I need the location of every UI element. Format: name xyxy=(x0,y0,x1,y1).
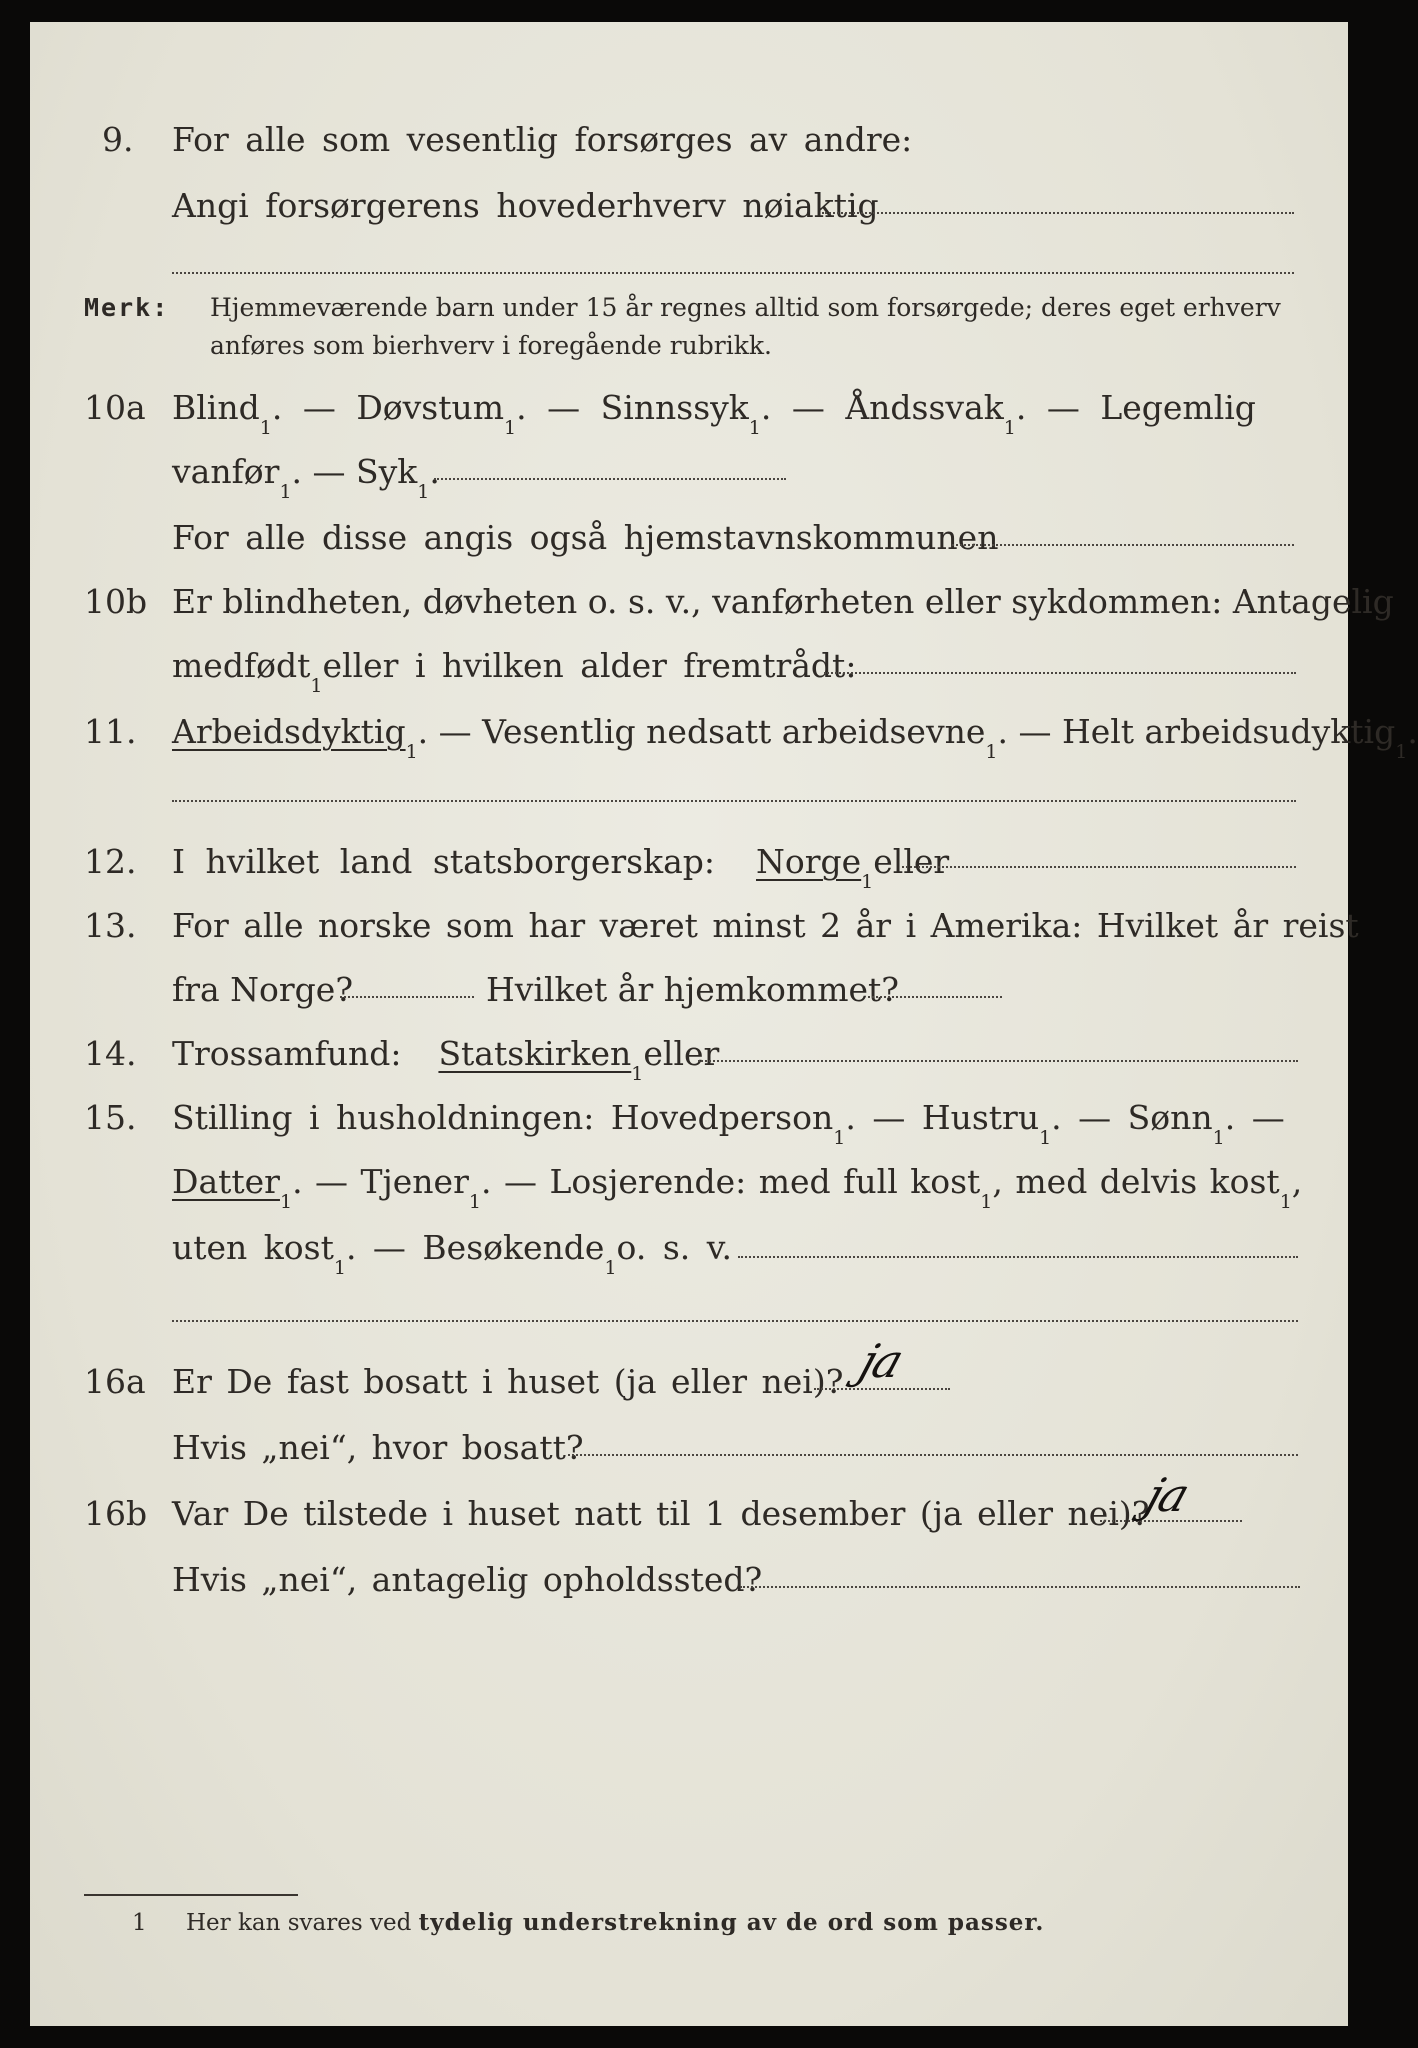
q9-text-1: For alle som vesentlig forsørges av andre: xyxy=(172,120,913,159)
q9-number: 9. xyxy=(102,120,134,159)
q16a-text-1: Er De fast bosatt i huset (ja eller nei)? xyxy=(172,1362,844,1401)
q13-text-2b: Hvilket år hjemkommet? xyxy=(486,970,899,1009)
q15-line3 xyxy=(0,1220,1375,1268)
q13-departure-field[interactable] xyxy=(340,996,474,998)
q11-text: Arbeidsdyktig . — Vesentlig nedsatt arbeidsevne . — Helt arbeidsudyktig 1 . xyxy=(172,712,1418,763)
q15-number: 15. xyxy=(84,1098,137,1137)
q12-number: 12. xyxy=(84,842,137,881)
q9-text-2: Angi forsørgerens hovederhverv nøiaktig xyxy=(172,186,879,225)
q16a-residence-field[interactable] xyxy=(568,1454,1298,1456)
q16a-answer-field[interactable] xyxy=(814,1388,950,1390)
q10a-answer-field[interactable] xyxy=(434,478,786,480)
q16b-line2 xyxy=(0,1552,1375,1600)
q14-number: 14. xyxy=(84,1034,137,1073)
q11-answer-field[interactable] xyxy=(172,800,1296,802)
q10a-hometown-field[interactable] xyxy=(952,544,1294,546)
q10b-text-2: medfødt eller i hvilken alder fremtrådt: xyxy=(172,646,857,685)
q15-text-2: Datter . — Tjener . — Losjerende: med full kost , med delvis kost , xyxy=(172,1162,1303,1201)
q10a-line1 xyxy=(0,380,1375,428)
q12-text: I hvilket land statsborgerskap: Norge eller xyxy=(172,842,950,881)
q10a-line2 xyxy=(0,444,1375,492)
q15-answer-field-2[interactable] xyxy=(172,1320,1298,1322)
q12-line xyxy=(0,834,1375,882)
q16b-text-1: Var De tilstede i huset natt til 1 desember (ja eller nei)? xyxy=(172,1494,1150,1533)
q14-text: Trossamfund: Statskirken eller xyxy=(172,1034,720,1073)
q14-line xyxy=(0,1026,1375,1074)
q11-line xyxy=(0,704,1418,763)
merk-line1 xyxy=(0,286,1375,326)
q16a-line2 xyxy=(0,1420,1375,1468)
q15-text-3: uten kost . — Besøkende o. s. v. xyxy=(172,1228,732,1267)
q13-line2 xyxy=(0,962,1375,1010)
q13-return-field[interactable] xyxy=(868,996,1002,998)
q16a-line1 xyxy=(0,1354,1375,1402)
footnote-mark: 1 xyxy=(132,1910,147,1936)
q15-answer-field[interactable] xyxy=(738,1256,1298,1258)
merk-line2 xyxy=(0,324,1375,364)
q13-text-2a: fra Norge? xyxy=(172,970,354,1009)
q13-text-1: For alle norske som har været minst 2 år i Amerika: Hvilket år reist xyxy=(172,906,1359,945)
q10a-text-3: For alle disse angis også hjemstavnskommunen xyxy=(172,518,999,557)
q14-answer-field[interactable] xyxy=(698,1060,1298,1062)
q15-line1 xyxy=(0,1090,1375,1138)
q11-number: 11. xyxy=(84,712,137,751)
q10b-line1 xyxy=(0,574,1394,622)
q16b-text-2: Hvis „nei“, antagelig opholdssted? xyxy=(172,1560,763,1599)
q9-answer-field-2[interactable] xyxy=(172,272,1294,274)
q9-line2 xyxy=(0,178,1375,226)
merk-text-2: anføres som bierhverv i foregående rubrikk. xyxy=(210,331,772,360)
q10b-number: 10b xyxy=(84,582,148,621)
q13-line1 xyxy=(0,898,1375,946)
q16a-text-2: Hvis „nei“, hvor bosatt? xyxy=(172,1428,584,1467)
footnote-rule xyxy=(84,1894,298,1896)
q16a-handwritten-answer: ja xyxy=(853,1334,909,1388)
q15-line2 xyxy=(0,1154,1375,1202)
q10a-text-1: Blind . — Døvstum . — Sinnssyk . — Åndssvak . — Legemlig xyxy=(172,388,1256,427)
q10a-number: 10a xyxy=(84,388,146,427)
merk-label: Merk: xyxy=(84,293,170,322)
q9-answer-field[interactable] xyxy=(822,212,1294,214)
merk-text-1: Hjemmeværende barn under 15 år regnes alltid som forsørgede; deres eget erhverv xyxy=(210,293,1281,322)
q16a-number: 16a xyxy=(84,1362,146,1401)
q13-number: 13. xyxy=(84,906,137,945)
q10b-line2 xyxy=(0,638,1375,686)
q16b-whereabouts-field[interactable] xyxy=(740,1586,1300,1588)
q10a-text-2: vanfør . — Syk . xyxy=(172,452,440,491)
q10a-line3 xyxy=(0,510,1375,558)
footnote-text: Her kan svares ved tydelig understrekning av de ord som passer. xyxy=(186,1909,1045,1936)
q9-line1 xyxy=(0,112,1375,160)
q10b-answer-field[interactable] xyxy=(824,672,1296,674)
q16b-handwritten-answer: ja xyxy=(1139,1468,1195,1522)
q16b-number: 16b xyxy=(84,1494,148,1533)
q10b-text-1: Er blindheten, døvheten o. s. v., vanførheten eller sykdommen: Antagelig xyxy=(172,582,1394,621)
q12-answer-field[interactable] xyxy=(902,866,1296,868)
q15-text-1: Stilling i husholdningen: Hovedperson . — Hustru . — Sønn . — xyxy=(172,1098,1285,1137)
